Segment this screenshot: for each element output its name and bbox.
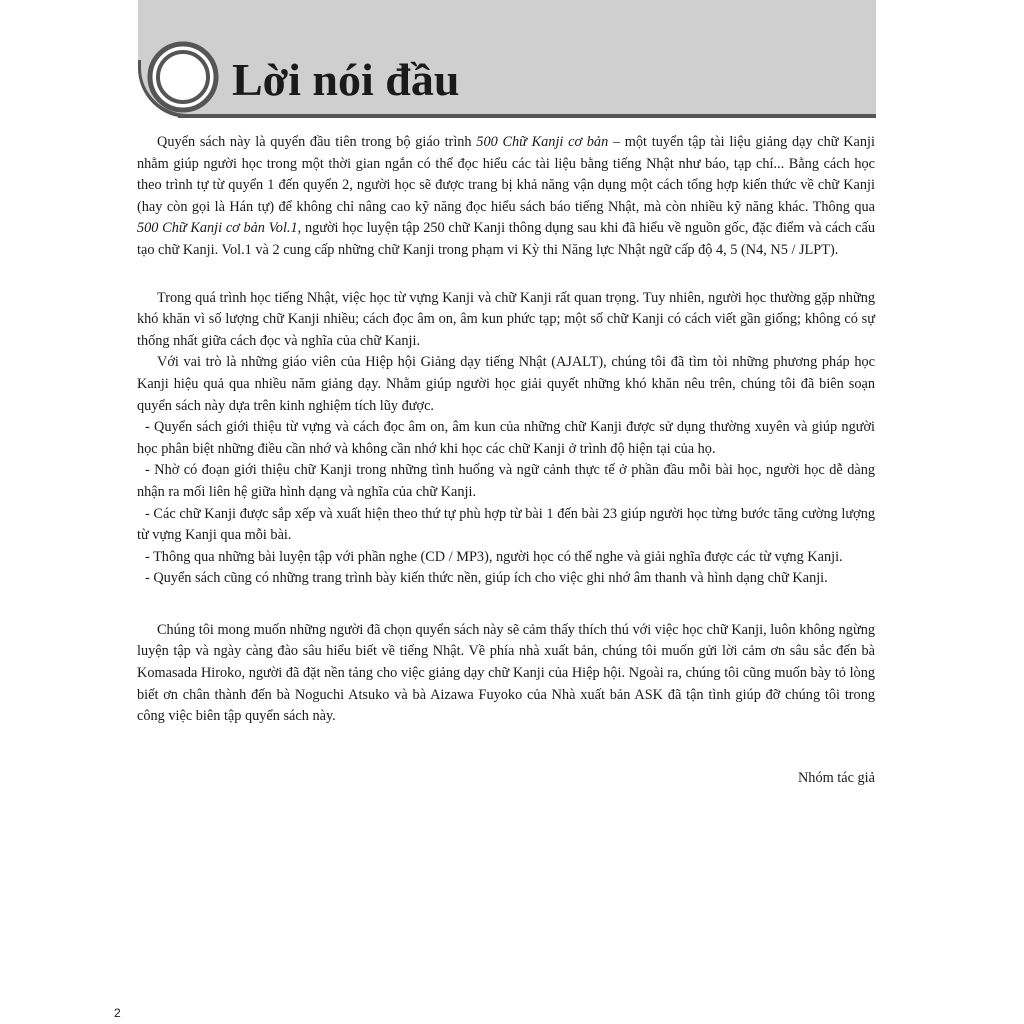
bullet-item: - Các chữ Kanji được sắp xếp và xuất hiện theo thứ tự phù hợp từ bài 1 đến bài 23 giúp người học từng bước tăng cường lượng từ vựng Kanji qua mỗi bài. — [137, 505, 875, 544]
body-text — [137, 132, 875, 789]
paragraph-gap — [137, 590, 875, 620]
book-title-italic: 500 Chữ Kanji cơ bản Vol.1 — [137, 220, 298, 237]
bullet-item: - Nhờ có đoạn giới thiệu chữ Kanji trong những tình huống và ngữ cảnh thực tế ở phần đầu mỗi bài học, người học dễ dàng nhận ra mối liên hệ giữa hình dạng và nghĩa của chữ Kanji. — [137, 462, 875, 500]
paragraph-difficulties: Trong quá trình học tiếng Nhật, việc học từ vựng Kanji và chữ Kanji rất quan trọng. Tuy nhiên, người học thường gặp những khó khăn vì số lượng chữ Kanji nhiều; cách đọc âm on, âm kun phức tạp; một số chữ Kanji có cách viết gần giống; không có sự thống nhất giữa cách đọc và nghĩa của chữ Kanji. — [137, 289, 875, 349]
paragraph-intro — [137, 132, 875, 262]
bullet-item: - Quyển sách giới thiệu từ vựng và cách đọc âm on, âm kun của những chữ Kanji được sử dụng thường xuyên và giúp người học phân biệt những điều cần nhớ và không cần nhớ khi học các chữ Kanji ở trình độ hiện tại của họ. — [137, 419, 875, 457]
ring-bullet-icon — [146, 40, 220, 114]
text-span: Quyển sách này là quyển đầu tiên trong bộ giáo trình — [157, 134, 477, 150]
header-underline — [178, 114, 876, 118]
bullet-item: - Thông qua những bài luyện tập với phần nghe (CD / MP3), người học có thể nghe và giải nghĩa được các từ vựng Kanji. — [145, 548, 843, 565]
text-span: , người học luyện tập 250 chữ Kanji thông dụng sau khi đã hiểu về nguồn gốc, đặc điểm và cách cấu tạo chữ Kanji. Vol.1 và 2 cung cấp những chữ Kanji trong phạm vi Kỳ thi Năng lực Nhật ngữ cấp độ 4, 5 (N4, N5 / JLPT). — [137, 220, 875, 258]
page-title: Lời nói đầu — [232, 54, 460, 105]
book-title-italic: 500 Chữ Kanji cơ bản — [476, 134, 609, 150]
paragraph-thanks: Chúng tôi mong muốn những người đã chọn quyển sách này sẽ cảm thấy thích thú với việc học chữ Kanji, luôn không ngừng luyện tập và ngày càng đào sâu hiểu biết về tiếng Nhật. Về phía nhà xuất bản, chúng tôi muốn gửi lời cảm ơn sâu sắc đến bà Komasada Hiroko, người đã đặt nền tảng cho việc giảng dạy chữ Kanji của Hiệp hội. Ngoài ra, chúng tôi cũng muốn bày tỏ lòng biết ơn chân thành đến bà Noguchi Atsuko và bà Aizawa Fuyoko của Nhà xuất bản ASK đã tận tình giúp đỡ chúng tôi trong công việc biên tập quyển sách này. — [137, 621, 875, 725]
bullet-item: - Quyển sách cũng có những trang trình bày kiến thức nền, giúp ích cho việc ghi nhớ âm thanh và hình dạng chữ Kanji. — [145, 570, 828, 587]
paragraph-role: Với vai trò là những giáo viên của Hiệp hội Giảng dạy tiếng Nhật (AJALT), chúng tôi đã tìm tòi những phương pháp học Kanji hiệu quả qua nhiều năm giảng dạy. Nhằm giúp người học giải quyết những khó khăn nêu trên, chúng tôi đã biên soạn quyển sách này dựa trên kinh nghiệm tích lũy được. — [137, 354, 875, 414]
signature: Nhóm tác giả — [797, 769, 875, 786]
page-number: 2 — [114, 1006, 121, 1020]
paragraph-gap — [137, 262, 875, 288]
text-span: – một tuyển tập tài liệu giảng dạy chữ Kanji nhằm giúp người học trong một thời gian ngắn có thể đọc hiểu các tài liệu bằng tiếng Nhật như báo, tạp chí... Bằng cách học theo trình tự từ quyển 1 đến quyển 2, người học sẽ được trang bị khả năng vận dụng một cách tổng hợp kiến thức về chữ Kanji (hay còn gọi là Hán tự) để không chỉ nâng cao kỹ năng đọc hiểu sách báo tiếng Nhật, mà còn nhiều kỹ năng khác. Thông qua — [137, 134, 875, 215]
